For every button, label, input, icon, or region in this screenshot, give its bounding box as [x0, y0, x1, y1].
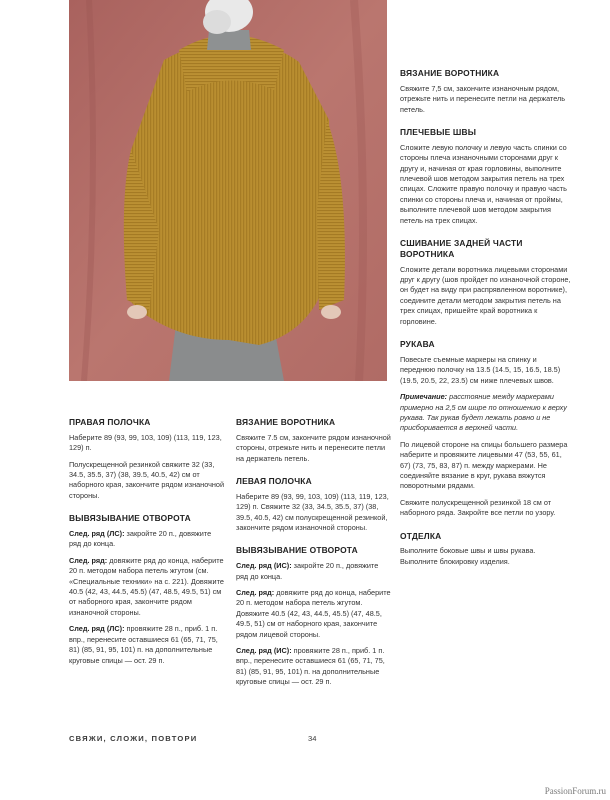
magazine-title: СВЯЖИ, СЛОЖИ, ПОВТОРИ	[69, 734, 198, 743]
row-label: След. ряд (ЛС):	[69, 529, 125, 539]
section-title: ПЛЕЧЕВЫЕ ШВЫ	[400, 127, 477, 138]
row-text: закройте 20 п., довяжите ряд до конца.	[236, 561, 379, 581]
section-title: ПРАВАЯ ПОЛОЧКА	[69, 417, 151, 427]
row-instruction	[236, 588, 392, 640]
row-label: След. ряд (ИС):	[236, 646, 292, 656]
right-front-section	[69, 417, 225, 501]
lapel-section	[69, 513, 225, 666]
note-label: Примечание:	[400, 392, 448, 402]
note	[400, 392, 572, 434]
sleeves-section	[400, 339, 572, 518]
row-text: закройте 20 п., довяжите ряд до конца.	[69, 529, 212, 549]
watermark: PassionForum.ru	[544, 786, 606, 796]
section-title	[400, 238, 572, 260]
section-title: ВЯЗАНИЕ ВОРОТНИКА	[236, 417, 336, 427]
row-instruction	[69, 529, 225, 550]
lapel-section-2	[236, 545, 392, 687]
row-label: След. ряд (ИС):	[236, 561, 292, 571]
section-text: Сложите детали воротника лицевыми сторонами друг к другу (шов пройдет по изнаночной стороне, он будет на виду при распрявленном воротнике), соедините детали методом закрытия петель на трех спицах, пришейте край воротника к горловине.	[400, 264, 571, 326]
page-number: 34	[308, 734, 317, 743]
title-line-1: СШИВАНИЕ ЗАДНЕЙ ЧАСТИ	[400, 238, 523, 249]
row-instruction	[69, 556, 225, 618]
row-label: След. ряд:	[69, 555, 108, 565]
row-text: провяжите 28 п., приб. 1 п. впр., перенесите оставшиеся 61 (65, 71, 75, 81) (85, 91, 95, 101) п. на дополнительные круговые спицы — ост. 29 п.	[236, 646, 385, 687]
collar-sewing-section	[400, 238, 572, 327]
section-text: Свяжите 7,5 см, закончите изнаночным рядом, отрежьте нить и перенесите петли на держатель петель.	[400, 83, 566, 114]
section-text: Наберите 89 (93, 99, 103, 109) (113, 119, 123, 129) п. Свяжите 32 (33, 34.5, 35.5, 37) (38, 39.5, 40.5, 42) см полускрещенной резинкой, закончите рядом изнаночной стороны.	[236, 491, 389, 533]
shoulder-seams-section	[400, 127, 572, 226]
sweater-body	[129, 42, 331, 345]
left-column	[69, 417, 225, 678]
section-title: РУКАВА	[400, 339, 435, 350]
section-text: Выполните боковые швы и швы рукава. Выполните блокировку изделия.	[400, 546, 536, 566]
product-photo	[69, 0, 387, 381]
row-instruction	[236, 561, 392, 582]
row-text: довяжите ряд до конца, наберите 20 п. методом набора петель жгутом. Довяжите 40.5 (42, 43, 44.5, 45.5) (47, 48.5, 49.5, 51) см от наборного края, закончите рядом лицевой стороны.	[236, 588, 391, 639]
section-text-3: Свяжите полускрещенной резинкой 18 см от наборного ряда. Закройте все петли по узору.	[400, 497, 556, 518]
section-title: ОТДЕЛКА	[400, 530, 442, 541]
cardigan-illustration	[69, 0, 387, 381]
title-line-2: ВОРОТНИКА	[400, 248, 455, 259]
section-title: ЛЕВАЯ ПОЛОЧКА	[236, 476, 312, 487]
section-title: ВЫВЯЗЫВАНИЕ ОТВОРОТА	[236, 545, 358, 556]
row-label: След. ряд:	[236, 588, 275, 598]
section-text-2: По лицевой стороне на спицы большего размера наберите и провяжите лицевыми 47 (53, 55, 61, 67) (73, 75, 83, 87) п. между маркерами. Не соединяйте вязание в круг, рукава вяжутся поворотными рядами.	[400, 439, 568, 491]
section-text: Наберите 89 (93, 99, 103, 109) (113, 119, 123, 129) п.	[69, 432, 222, 453]
finishing-section	[400, 531, 572, 568]
right-hand	[321, 305, 341, 319]
left-front-section	[236, 476, 392, 533]
middle-column	[236, 417, 392, 700]
section-text-2: Полускрещенной резинкой свяжите 32 (33, 34.5, 35.5, 37) (38, 39.5, 40.5, 42) см от наборного края, закончите рядом изнаночной стороны.	[69, 459, 225, 500]
section-text: Сложите левую полочку и левую часть спинки со стороны плеча изнаночными сторонами друг к другу и, начиная от края горловины, выполните плечевой шов методом закрытия петель на трех спицах. Сложите правую полочку и правую часть спинки со стороны плеча и, начиная от проймы, выполните плечевой шов методом закрытия петель на трех спицах.	[400, 142, 567, 225]
row-text: довяжите ряд до конца, наберите 20 п. методом набора петель жгутом (см. «Специальные техники» на с. 221). Довяжите 40.5 (42, 43, 44.5, 45.5) (47, 48.5, 49.5, 51) см от наборного края, закончите рядом изнаночной стороны.	[69, 555, 224, 617]
row-text: провяжите 28 п., приб. 1 п. впр., перенесите оставшиеся 61 (65, 71, 75, 81) (85, 91, 95, 101) п. на дополнительные круговые спицы — ост. 29 п.	[69, 624, 218, 665]
row-instruction	[236, 646, 392, 688]
note-text: расстояние между маркерами примерно на 2,5 см шире по отношению к верху рукава. Так рукав будет лежать ровно и не присборивается в верхней части.	[400, 392, 567, 433]
section-text: Свяжите 7.5 см, закончите рядом изнаночной стороны, отрежьте нить и перенесите петли на держатель петель.	[236, 432, 391, 463]
row-label: След. ряд (ЛС):	[69, 624, 125, 634]
section-text: Повесьте съемные маркеры на спинку и переднюю полочку на 13.5 (14.5, 15, 16.5, 18.5) (19.5, 20.5, 22, 23.5) см ниже плечевых швов.	[400, 354, 561, 385]
section-title: ВЫВЯЗЫВАНИЕ ОТВОРОТА	[69, 513, 191, 524]
collar-section	[400, 68, 572, 115]
right-column	[400, 68, 572, 579]
left-hand	[127, 305, 147, 319]
section-title: ВЯЗАНИЕ ВОРОТНИКА	[400, 68, 500, 78]
row-instruction	[69, 624, 225, 666]
collar-section-2	[236, 417, 392, 464]
